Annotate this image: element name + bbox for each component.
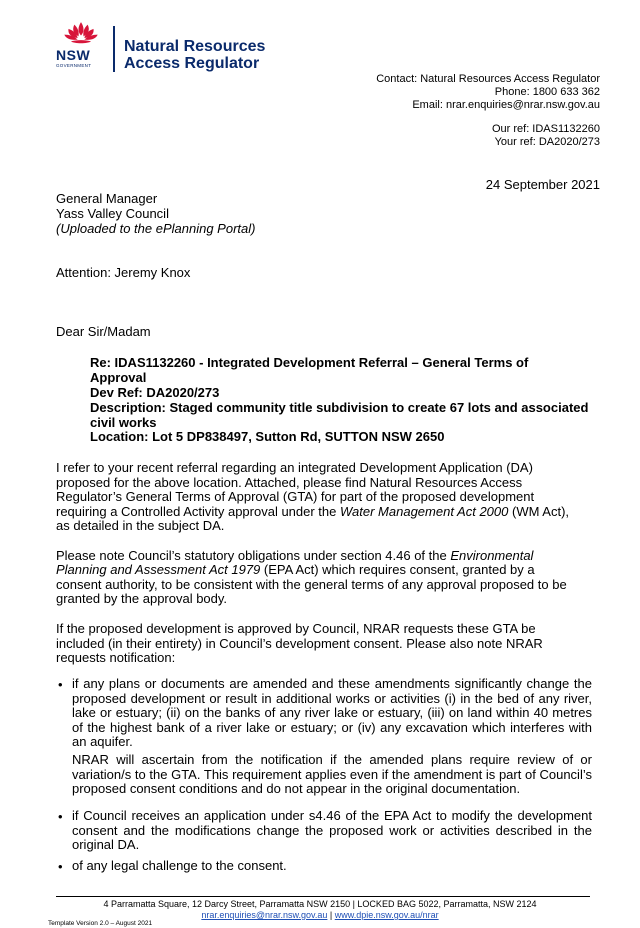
bullet-item-2: if Council receives an application under s4.46 of the EPA Act to modify the development consent and the modifications change the proposed work or activities described in the original DA. [72,808,592,853]
footer-email-link[interactable]: nrar.enquiries@nrar.nsw.gov.au [201,910,328,920]
nsw-waratah-logo [56,18,106,48]
para1-line2: proposed for the above location. Attached, please find Natural Resources Access [56,475,523,490]
contact-name: Contact: Natural Resources Access Regulator [376,73,600,85]
re-line2: Approval [90,370,147,385]
bullet-item-1: if any plans or documents are amended and these amendments significantly change the proposed development or result in additional works or activities (i) in the bed of any river, lake or estuary; (ii) on the banks of any river lake or estuary, (iii) on land within 40 metres of the highest bank of a river lake or estuary; or (iv) any excavation which interferes with an aquifer. [72,676,592,750]
contact-phone: Phone: 1800 633 362 [494,86,600,98]
logo-nsw-word: NSW [56,47,91,63]
bullet-marker: • [58,859,63,874]
re-line1: Re: IDAS1132260 - Integrated Development Referral – General Terms of [90,355,529,370]
your-ref: Your ref: DA2020/273 [494,136,600,148]
org-name-line1: Natural Resources [124,38,266,55]
para1-line1: I refer to your recent referral regarding an integrated Development Application (DA) [56,460,533,475]
para2-line3: consent authority, to be consistent with the general terms of any approval proposed to be [56,577,567,592]
footer-web-link[interactable]: www.dpie.nsw.gov.au/nrar [334,910,439,920]
footer-rule [56,896,590,897]
bullet-marker: • [58,809,63,824]
footer-links: nrar.enquiries@nrar.nsw.gov.au | www.dpie.nsw.gov.au/nrar [201,910,439,920]
para3-line1: If the proposed development is approved by Council, NRAR requests these GTA be [56,621,536,636]
re-description: Description: Staged community title subdivision to create 67 lots and associated [90,400,589,415]
para3-line3: requests notification: [56,650,176,665]
para2-line2: Planning and Assessment Act 1979 (EPA Act) which requires consent, granted by a [56,562,535,577]
footer-address: 4 Parramatta Square, 12 Darcy Street, Parramatta NSW 2150 | LOCKED BAG 5022, Parramatta, NSW 2124 [103,899,537,909]
our-ref: Our ref: IDAS1132260 [491,123,600,135]
para1-line4: requiring a Controlled Activity approval under the Water Management Act 2000 (WM Act), [56,504,570,519]
salutation: Dear Sir/Madam [56,324,151,339]
re-dev-ref: Dev Ref: DA2020/273 [90,385,220,400]
bullet-item-3: of any legal challenge to the consent. [72,858,287,873]
contact-email: Email: nrar.enquiries@nrar.nsw.gov.au [412,99,600,111]
bullet-note: NRAR will ascertain from the notification if the amended plans require review of or variation/s to the GTA. This requirement applies even if the amendment is part of Council’s proposed consent conditions and do not appear in the original documentation. [72,752,592,797]
para2-line1: Please note Council’s statutory obligations under section 4.46 of the Environmental [56,548,534,563]
logo-government-word: GOVERNMENT [56,63,92,68]
re-description-cont: civil works [90,415,157,430]
template-version: Template Version 2.0 – August 2021 [48,920,153,927]
recipient-line1: General Manager [56,191,158,206]
bullet-marker: • [58,677,63,692]
recipient-line3: (Uploaded to the ePlanning Portal) [56,221,256,236]
para1-line3: Regulator’s General Terms of Approval (GTA) for part of the proposed development [56,489,535,504]
re-location: Location: Lot 5 DP838497, Sutton Rd, SUTTON NSW 2650 [90,429,445,444]
org-name-line2: Access Regulator [124,55,260,72]
para1-line5: as detailed in the subject DA. [56,518,225,533]
para3-line2: included (in their entirety) in Council’s development consent. Please also note NRAR [56,636,543,651]
logo-divider [113,26,115,72]
para2-line4: granted by the approval body. [56,591,228,606]
recipient-line2: Yass Valley Council [56,206,169,221]
attention-line: Attention: Jeremy Knox [56,265,191,280]
letter-date: 24 September 2021 [485,177,600,192]
